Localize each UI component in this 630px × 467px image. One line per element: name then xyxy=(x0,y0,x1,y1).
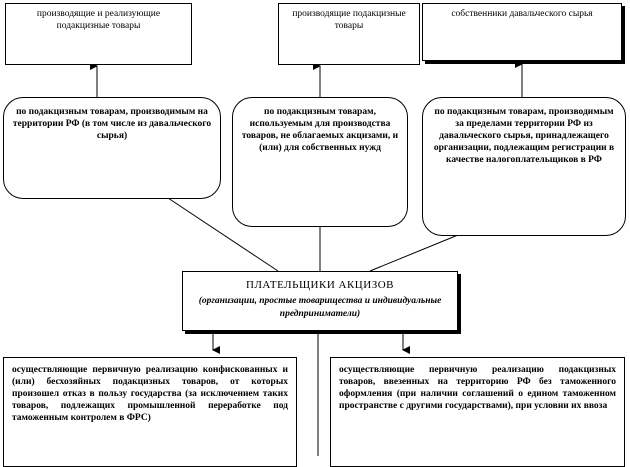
oval-own-needs-goods xyxy=(232,97,408,227)
oval-own-needs-goods-text: по подакцизным товарам, используемым для производства товаров, не облагаемых акцизами, и (или) для собственных нужд xyxy=(241,107,399,153)
oval-foreign-raw-goods-text: по подакцизным товарам, производимым за пределами территории РФ из давальческого сырья, принадлежащего организации, подлежащим регистрации в качестве налогоплательщиков в РФ xyxy=(433,107,615,165)
center-box-excise-payers xyxy=(182,271,458,331)
bottom-box-imported-goods-text: осуществляющие первичную реализацию подакцизных товаров, ввезенных на территорию РФ без таможенного оформления (при наличии соглашений о едином таможенном пространстве с другими государствами), при условии их ввоза xyxy=(339,365,616,411)
center-title: ПЛАТЕЛЬЩИКИ АКЦИЗОВ xyxy=(246,279,394,291)
oval-domestic-goods xyxy=(3,97,221,199)
top-box-producers-sellers-text: производящие и реализующие подакцизные товары xyxy=(36,9,161,31)
line-oval-right-to-center xyxy=(370,235,458,271)
center-subtitle: (организации, простые товарищества и индивидуальные предприниматели) xyxy=(198,296,442,319)
bottom-box-imported-goods xyxy=(330,357,625,467)
top-box-producers-sellers xyxy=(5,3,192,65)
top-box-raw-owners-text: собственники давальческого сырья xyxy=(451,9,593,19)
top-box-producers xyxy=(278,3,420,65)
oval-foreign-raw-goods xyxy=(422,97,626,236)
bottom-box-confiscated-goods xyxy=(3,357,297,467)
bottom-box-confiscated-goods-text: осуществляющие первичную реализацию конфискованных и (или) бесхозяйных подакцизных товаров, от которых произошел отказ в пользу государства (за исключением таких товаров, подлежащих промышленной переработке под таможенным контролем в ФРС) xyxy=(12,365,288,423)
top-box-producers-text: производящие подакцизные товары xyxy=(292,9,406,31)
oval-domestic-goods-text: по подакцизным товарам, производимым на территории РФ (в том числе из давальческого сырья) xyxy=(12,107,212,141)
top-box-raw-owners xyxy=(422,3,622,61)
